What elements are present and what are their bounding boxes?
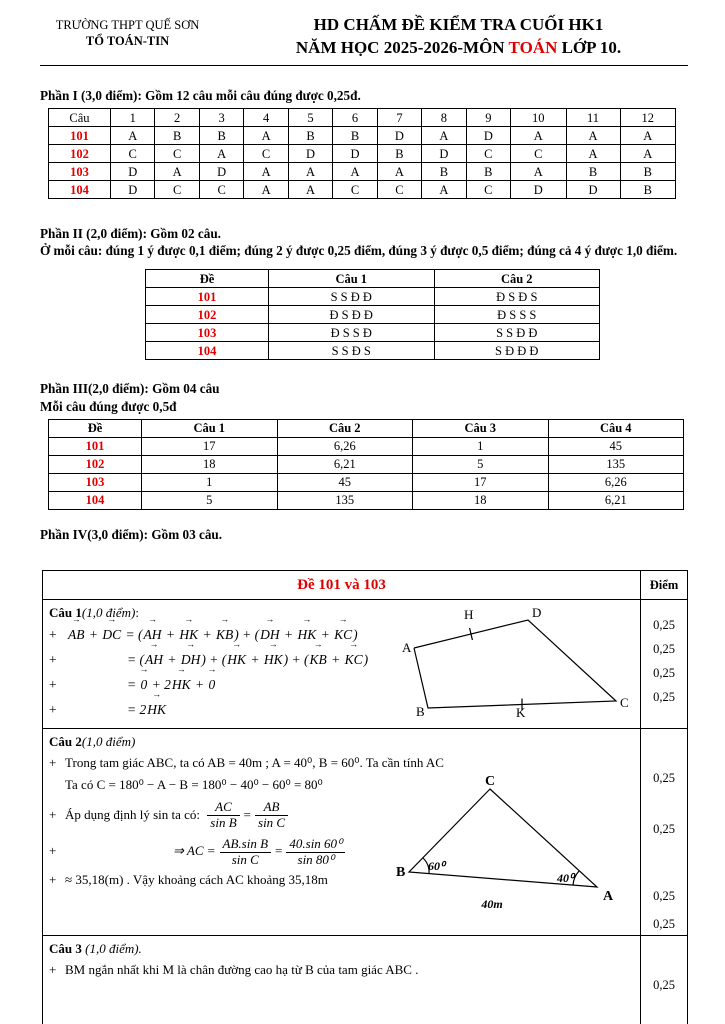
answer-cell: S S Đ S	[269, 342, 435, 360]
solution-title: Đề 101 và 103	[297, 576, 386, 593]
answer-cell: D	[422, 145, 466, 163]
answer-cell: D	[111, 163, 155, 181]
answer-cell: S Đ Đ Đ	[434, 342, 600, 360]
answer-cell: C	[511, 145, 566, 163]
score-value: 0,25	[653, 821, 675, 836]
row-label: 103	[49, 163, 111, 181]
part3-answer-table	[48, 419, 684, 510]
row-label: 101	[49, 127, 111, 145]
math-text: )	[363, 651, 369, 667]
school-block	[40, 14, 215, 50]
score-value: 0,25	[653, 689, 675, 704]
answer-row	[49, 437, 684, 455]
vertex-b-label: B	[416, 703, 425, 718]
answer-row	[146, 306, 600, 324]
answer-cell: 6,21	[277, 455, 413, 473]
math-text: +	[317, 626, 334, 642]
answer-cell: 18	[142, 455, 278, 473]
answer-row	[49, 145, 676, 163]
answer-cell: D	[111, 181, 155, 199]
fraction	[220, 837, 272, 868]
fraction-denominator: sin B	[210, 815, 237, 831]
line-text: Trong tam giác ABC, ta có AB = 40m ; A = 40⁰, B = 60⁰. Ta cần tính AC	[65, 754, 444, 770]
answer-cell: Đ S S Đ	[269, 324, 435, 342]
fraction-denominator: sin C	[258, 815, 286, 831]
cau2-row	[43, 728, 688, 935]
cau2-label: Câu 2	[49, 733, 82, 749]
cau2-content-cell	[43, 728, 641, 935]
part1-answer-table	[48, 108, 676, 199]
cau1-row	[43, 599, 688, 728]
document-header	[40, 14, 688, 60]
vector-term: → KC	[333, 622, 353, 647]
column-header: 8	[422, 109, 466, 127]
column-header: Câu 1	[142, 419, 278, 437]
score-column-header: Điểm	[641, 570, 688, 599]
vector-term: → 0	[140, 672, 149, 697]
answer-cell: B	[620, 181, 675, 199]
answer-row	[49, 127, 676, 145]
answer-cell: 5	[142, 491, 278, 509]
part2-heading: Phần II (2,0 điểm): Gồm 02 câu.	[40, 226, 221, 242]
part2-note: Ở mỗi câu: đúng 1 ý được 0,1 điểm; đúng 2 ý được 0,25 điểm, đúng 3 ý được 0,5 điểm; đúng cả 4 ý được 1,0 điểm.	[40, 243, 678, 259]
fraction	[255, 800, 288, 831]
answer-cell: D	[466, 127, 510, 145]
row-label: 101	[146, 288, 269, 306]
cau3-score-cell	[641, 935, 688, 1024]
row-label: 103	[49, 473, 142, 491]
math-text: =	[127, 676, 140, 692]
angle-a-value: 40⁰	[557, 870, 574, 885]
part3-heading: Phần III(2,0 điểm): Gồm 04 câu	[40, 381, 220, 397]
column-header: 7	[377, 109, 421, 127]
answer-cell: D	[199, 163, 243, 181]
answer-cell: B	[333, 127, 377, 145]
answer-cell: 18	[413, 491, 549, 509]
vector-term: → HK	[297, 622, 318, 647]
math-text: +	[246, 651, 263, 667]
cau3-points-note: (1,0 điểm).	[81, 940, 142, 956]
score-value: 0,25	[653, 977, 675, 992]
row-label: 101	[49, 437, 142, 455]
part4-solution-table	[42, 570, 688, 1024]
line-text: ⇒ AC =	[173, 843, 216, 859]
fraction-denominator: sin 80⁰	[297, 851, 335, 867]
math-text: +	[85, 626, 102, 642]
header-row	[49, 419, 684, 437]
answer-row	[146, 324, 600, 342]
fraction-numerator: AB.sin B	[220, 837, 272, 853]
score-value: 0,25	[653, 916, 675, 931]
cau3-row	[43, 935, 688, 1024]
row-label: 104	[146, 342, 269, 360]
document-title-line1: HD CHẤM ĐỀ KIỂM TRA CUỐI HK1	[313, 15, 604, 34]
math-text: +	[199, 626, 216, 642]
column-header: Câu 3	[413, 419, 549, 437]
vector-term: → KB	[308, 647, 327, 672]
cau2-points-note: (1,0 điểm)	[81, 733, 136, 749]
fraction	[207, 800, 239, 831]
calculation	[173, 835, 349, 867]
cau2-score-cell	[641, 728, 688, 935]
line-text: ≈ 35,18(m) . Vậy khoảng cách AC khoảng 35,18m	[65, 871, 328, 887]
answer-cell: A	[511, 127, 566, 145]
answer-cell: A	[422, 181, 466, 199]
vector-term: → DC	[101, 622, 122, 647]
solution-title-cell	[43, 570, 641, 599]
answer-cell: B	[566, 163, 620, 181]
base-length-label: 40m	[481, 896, 503, 911]
answer-cell: Đ S Đ S	[434, 288, 600, 306]
vector-term: → DH	[259, 622, 281, 647]
column-header: 1	[111, 109, 155, 127]
vertex-d-label: D	[532, 604, 542, 620]
math-text: ) + (	[283, 651, 309, 667]
quadrilateral-outline	[414, 620, 616, 708]
math-text: )	[353, 626, 358, 642]
plus-bullet: +	[49, 701, 57, 717]
vector-term: → HK	[171, 672, 192, 697]
score-value: 0,25	[653, 888, 675, 903]
answer-cell: A	[511, 163, 566, 181]
answer-cell: A	[620, 127, 675, 145]
row-label: 102	[49, 455, 142, 473]
cau1-content-cell	[43, 599, 641, 728]
math-text: +	[327, 651, 344, 667]
title-subject: TOÁN	[508, 37, 558, 57]
vector-term: → KB	[215, 622, 234, 647]
answer-row	[49, 163, 676, 181]
answer-cell: B	[620, 163, 675, 181]
answer-cell: 6,26	[277, 437, 413, 455]
answer-cell: C	[155, 145, 199, 163]
vertex-a-label: A	[603, 888, 614, 904]
answer-row	[146, 288, 600, 306]
answer-cell: D	[511, 181, 566, 199]
row-label: 104	[49, 181, 111, 199]
header-divider	[40, 65, 688, 66]
answer-cell: A	[111, 127, 155, 145]
answer-cell: 6,21	[548, 491, 684, 509]
cau3-content-cell	[43, 935, 641, 1024]
document-title-line2	[229, 37, 688, 60]
answer-cell: A	[244, 127, 288, 145]
column-header: 4	[244, 109, 288, 127]
answer-cell: 17	[413, 473, 549, 491]
answer-cell: A	[244, 163, 288, 181]
plus-bullet: +	[49, 806, 57, 822]
cau3-line1	[49, 959, 634, 980]
title-block	[215, 14, 688, 60]
answer-row	[49, 473, 684, 491]
cau2-line1	[49, 752, 634, 773]
answer-cell: 6,26	[548, 473, 684, 491]
score-value: 0,25	[653, 770, 675, 785]
column-header: 12	[620, 109, 675, 127]
plus-bullet: +	[49, 676, 57, 692]
column-header: Câu 2	[277, 419, 413, 437]
answer-cell: A	[288, 163, 332, 181]
column-header: 11	[566, 109, 620, 127]
fraction-numerator: AB	[255, 800, 288, 816]
math-text: +	[191, 676, 208, 692]
vector-term: → HK	[178, 622, 199, 647]
answer-cell: C	[199, 181, 243, 199]
cau3-label: Câu 3	[49, 940, 82, 956]
answer-cell: B	[422, 163, 466, 181]
cau3-heading	[49, 939, 634, 958]
plus-bullet: +	[49, 961, 57, 977]
answer-row	[146, 342, 600, 360]
cau1-colon: :	[135, 604, 139, 620]
midpoint-h-label: H	[464, 606, 474, 622]
answer-cell: A	[566, 127, 620, 145]
line-text: Ta có C = 180⁰ − A − B = 180⁰ − 40⁰ − 60⁰ = 80⁰	[65, 776, 323, 792]
answer-cell: Đ S Đ Đ	[269, 306, 435, 324]
vector-term: → 0	[208, 672, 217, 697]
header-row	[49, 109, 676, 127]
answer-cell: B	[199, 127, 243, 145]
title-grade: LỚP 10.	[557, 37, 622, 57]
vector-term: → HK	[226, 647, 247, 672]
answer-cell: D	[566, 181, 620, 199]
answer-cell: C	[377, 181, 421, 199]
plus-bullet: +	[49, 754, 57, 770]
answer-cell: D	[377, 127, 421, 145]
part3-note: Mỗi câu đúng được 0,5đ	[40, 398, 177, 414]
vector-equation	[127, 677, 216, 692]
fraction	[286, 837, 345, 868]
angle-a-arc	[573, 871, 579, 885]
fraction-numerator: 40.sin 60⁰	[286, 837, 345, 853]
answer-cell: A	[422, 127, 466, 145]
line-text: BM ngắn nhất khi M là chân đường cao hạ từ B của tam giác ABC .	[65, 961, 419, 977]
math-text: +	[163, 651, 180, 667]
vector-term: → AH	[143, 622, 163, 647]
answer-cell: S S Đ Đ	[434, 324, 600, 342]
vertex-b-label: B	[396, 864, 406, 880]
math-text: + 2	[148, 676, 171, 692]
column-header: 10	[511, 109, 566, 127]
answer-cell: 45	[277, 473, 413, 491]
column-header: Câu 4	[548, 419, 684, 437]
column-header: Đề	[49, 419, 142, 437]
solution-header-row	[43, 570, 688, 599]
triangle-figure	[395, 773, 615, 911]
midpoint-k-label: K	[516, 704, 526, 718]
vector-term: → HK	[146, 697, 167, 722]
math-text: ) + (	[201, 651, 227, 667]
answer-cell: C	[111, 145, 155, 163]
part4-heading: Phần IV(3,0 điểm): Gồm 03 câu.	[40, 526, 223, 542]
answer-cell: A	[244, 181, 288, 199]
equals-sign: =	[243, 806, 252, 822]
answer-cell: A	[566, 145, 620, 163]
row-label: 102	[49, 145, 111, 163]
column-header: 5	[288, 109, 332, 127]
column-header: Câu 2	[434, 270, 600, 288]
answer-cell: 17	[142, 437, 278, 455]
answer-cell: D	[288, 145, 332, 163]
answer-cell: A	[333, 163, 377, 181]
math-text: +	[280, 626, 297, 642]
vector-term: → KC	[344, 647, 364, 672]
quadrilateral-figure	[402, 604, 632, 718]
answer-cell: A	[620, 145, 675, 163]
column-header: 3	[199, 109, 243, 127]
part2-answer-table	[145, 269, 600, 360]
answer-cell: C	[466, 181, 510, 199]
row-label: 103	[146, 324, 269, 342]
department-name: TỔ TOÁN-TIN	[85, 34, 170, 49]
answer-cell: Đ S S S	[434, 306, 600, 324]
answer-cell: S S Đ Đ	[269, 288, 435, 306]
vector-equation	[127, 652, 368, 667]
plus-bullet: +	[49, 651, 57, 667]
vector-term: → DH	[180, 647, 202, 672]
cau1-points-note: (1,0 điểm)	[81, 604, 136, 620]
answer-cell: 45	[548, 437, 684, 455]
math-text: ) + (	[234, 626, 260, 642]
vertex-a-label: A	[402, 639, 412, 655]
cau1-score-cell	[641, 599, 688, 728]
school-name: TRƯỜNG THPT QUẾ SƠN	[55, 18, 200, 32]
answer-cell: 1	[413, 437, 549, 455]
answer-cell: B	[466, 163, 510, 181]
column-header: Đề	[146, 270, 269, 288]
vector-term: → AH	[144, 647, 164, 672]
vector-term: → HK	[263, 647, 284, 672]
vertex-c-label: C	[620, 694, 629, 710]
part1-heading: Phần I (3,0 điểm): Gồm 12 câu mỗi câu đúng được 0,25đ.	[40, 87, 361, 103]
plus-bullet: +	[49, 843, 57, 859]
answer-cell: C	[466, 145, 510, 163]
math-text: = 2	[127, 701, 147, 717]
answer-cell: B	[377, 145, 421, 163]
title-year: NĂM HỌC 2025-2026-MÔN	[295, 37, 509, 57]
math-text: = (	[122, 626, 143, 642]
column-header: 9	[466, 109, 510, 127]
answer-cell: 135	[548, 455, 684, 473]
score-value: 0,25	[653, 617, 675, 632]
answer-cell: D	[333, 145, 377, 163]
fraction-denominator: sin C	[231, 851, 259, 867]
answer-cell: B	[288, 127, 332, 145]
line-text: Áp dụng định lý sin ta có:	[65, 806, 201, 822]
math-text: +	[162, 626, 179, 642]
answer-row	[49, 491, 684, 509]
answer-cell: C	[333, 181, 377, 199]
fraction-numerator: AC	[207, 800, 239, 816]
math-text: = (	[127, 651, 144, 667]
column-header: Câu 1	[269, 270, 435, 288]
vertex-c-label: C	[485, 773, 496, 789]
answer-row	[49, 181, 676, 199]
answer-cell: C	[155, 181, 199, 199]
equals-sign: =	[275, 843, 283, 859]
answer-cell: A	[199, 145, 243, 163]
score-value: 0,25	[653, 665, 675, 680]
cau2-heading	[49, 732, 634, 751]
answer-cell: B	[155, 127, 199, 145]
header-row	[146, 270, 600, 288]
vector-equation	[127, 702, 167, 717]
score-value: 0,25	[653, 641, 675, 656]
answer-cell: 1	[142, 473, 278, 491]
cau1-label: Câu 1	[49, 604, 82, 620]
answer-row	[49, 455, 684, 473]
column-header: 2	[155, 109, 199, 127]
answer-cell: C	[244, 145, 288, 163]
vector-term: → AB	[67, 622, 86, 647]
answer-cell: A	[377, 163, 421, 181]
answer-cell: 5	[413, 455, 549, 473]
plus-bullet: +	[49, 626, 57, 642]
column-header: Câu	[49, 109, 111, 127]
answer-cell: A	[288, 181, 332, 199]
plus-bullet: +	[49, 871, 57, 887]
angle-b-value: 60⁰	[428, 858, 445, 873]
row-label: 102	[146, 306, 269, 324]
answer-cell: A	[155, 163, 199, 181]
column-header: 6	[333, 109, 377, 127]
row-label: 104	[49, 491, 142, 509]
answer-cell: 135	[277, 491, 413, 509]
